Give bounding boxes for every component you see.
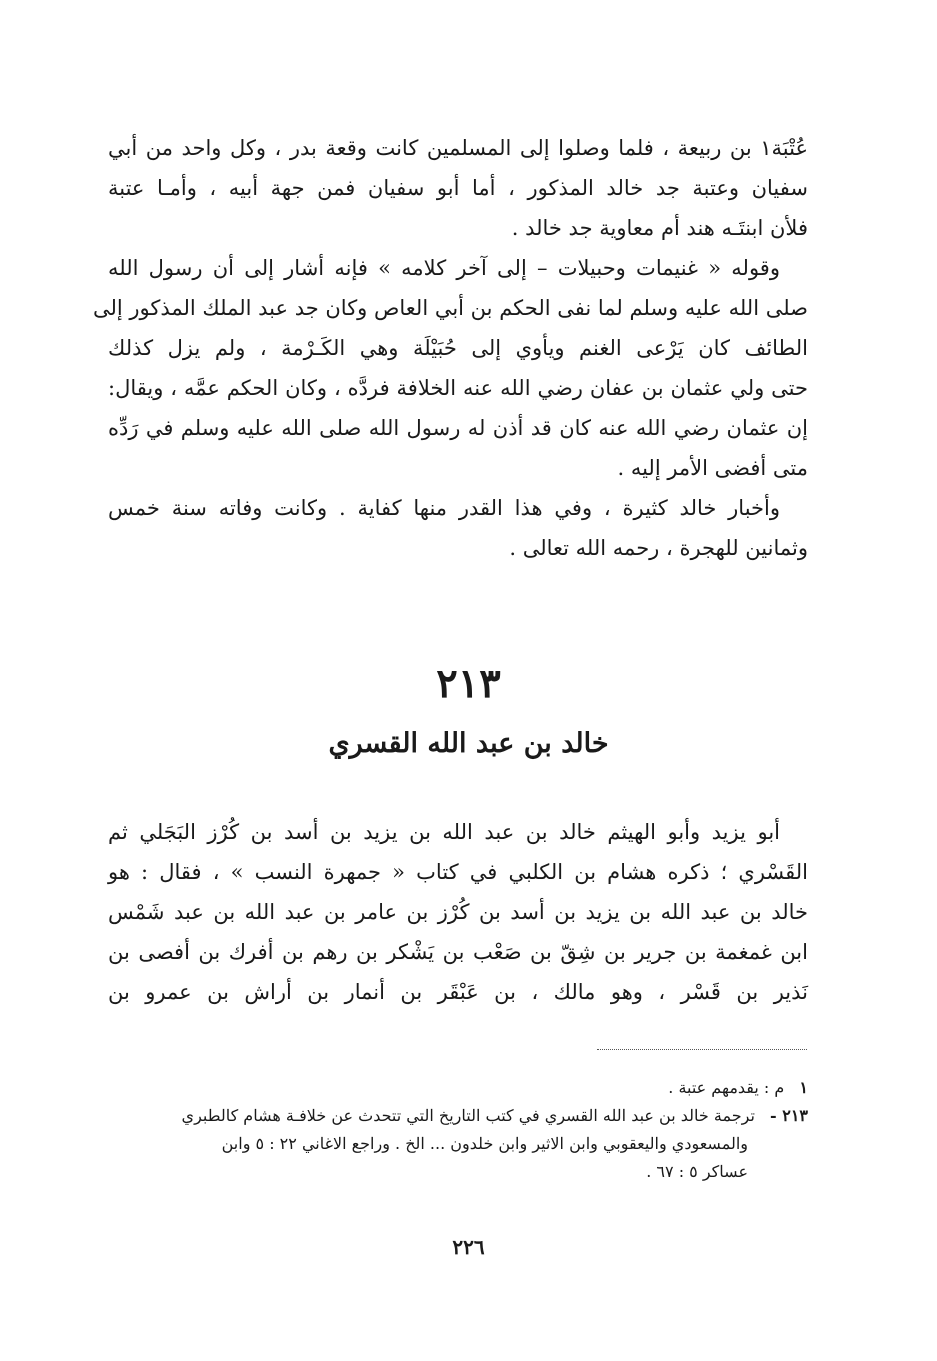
- entry-title: خالد بن عبد الله القسري: [328, 728, 609, 759]
- paragraph-3: [108, 488, 808, 568]
- text-line: صلى الله عليه وسلم لما نفى الحكم بن أبي العاص وكان جد عبد الملك المذكور إلى: [92, 296, 808, 320]
- main-text: [92, 128, 808, 568]
- footnote-number: ١: [799, 1078, 808, 1097]
- footnotes: [108, 1074, 808, 1186]
- footnote-text: عساكر ٥ : ٦٧ .: [646, 1162, 748, 1181]
- page-number: ٢٢٦: [452, 1235, 485, 1259]
- text-line: وثمانين للهجرة ، رحمه الله تعالى .: [509, 536, 808, 560]
- footnote-text: والمسعودي واليعقوبي وابن الاثير وابن خلدون ... الخ . وراجع الاغاني ٢٢ : ٥ وابن: [221, 1134, 748, 1153]
- text-line: خالد بن عبد الله بن يزيد بن أسد بن كُرْز بن عامر بن عبد الله بن عبد شَمْس: [108, 900, 808, 924]
- text-line: إن عثمان رضي الله عنه كان قد أذن له رسول الله صلى الله عليه وسلم في رَدِّه: [108, 416, 808, 440]
- text-line: الطائف كان يَرْعى الغنم ويأوي إلى حُبَيْلَة وهي الكَـرْمة ، ولم يزل كذلك: [108, 336, 808, 360]
- text-line: حتى ولي عثمان بن عفان رضي الله عنه الخلافة فردَّه ، وكان الحكم عمَّه ، ويقال:: [108, 376, 808, 400]
- text-line: عُتْبَة١ بن ربيعة ، فلما وصلوا إلى المسلمين كانت وقعة بدر ، وكل واحد من أبي: [108, 136, 808, 160]
- paragraph-2: [92, 248, 808, 488]
- text-line: القَسْري ؛ ذكره هشام بن الكلبي في كتاب « جمهرة النسب » ، فقال : هو: [108, 860, 808, 884]
- footnote-text: ترجمة خالد بن عبد الله القسري في كتب التاريخ التي تتحدث عن خلافـة هشام كالطبري: [181, 1106, 755, 1125]
- footnote-text: م : يقدمهم عتبة .: [668, 1078, 785, 1097]
- entry-number: ٢١٣: [436, 660, 501, 707]
- footnote-213: [108, 1102, 808, 1130]
- paragraph-1: [108, 128, 808, 248]
- text-line: ابن غمغمة بن جرير بن شِقّ بن صَعْب بن يَشْكر بن رهم بن أفرك بن أفصى بن: [108, 940, 808, 964]
- entry-biography: [108, 812, 808, 1012]
- text-line: سفيان وعتبة جد خالد المذكور ، أما أبو سفيان فمن جهة أبيه ، وأمـا عتبة: [108, 176, 808, 200]
- text-line: متى أفضى الأمر إليه .: [617, 456, 808, 480]
- text-line: وأخبار خالد كثيرة ، وفي هذا القدر منها كفاية . وكانت وفاته سنة خمس: [108, 496, 780, 520]
- text-line: فلأن ابنتَـه هند أم معاوية جد خالد .: [511, 216, 808, 240]
- text-line: أبو يزيد وأبو الهيثم خالد بن عبد الله بن يزيد بن أسد بن كُرْز البَجَلي ثم: [108, 820, 780, 844]
- text-line: نَذير بن قَسْر ، وهو مالك ، بن عَبْقَر بن أنمار بن أراش بن عمرو بن: [108, 980, 808, 1004]
- footnote-1: [108, 1074, 808, 1102]
- footnote-separator: [597, 1049, 807, 1050]
- text-line: وقوله « غنيمات وحبيلات – إلى آخر كلامه » فإنه أشار إلى أن رسول الله: [108, 256, 780, 280]
- footnote-number: ٢١٣ -: [770, 1106, 808, 1125]
